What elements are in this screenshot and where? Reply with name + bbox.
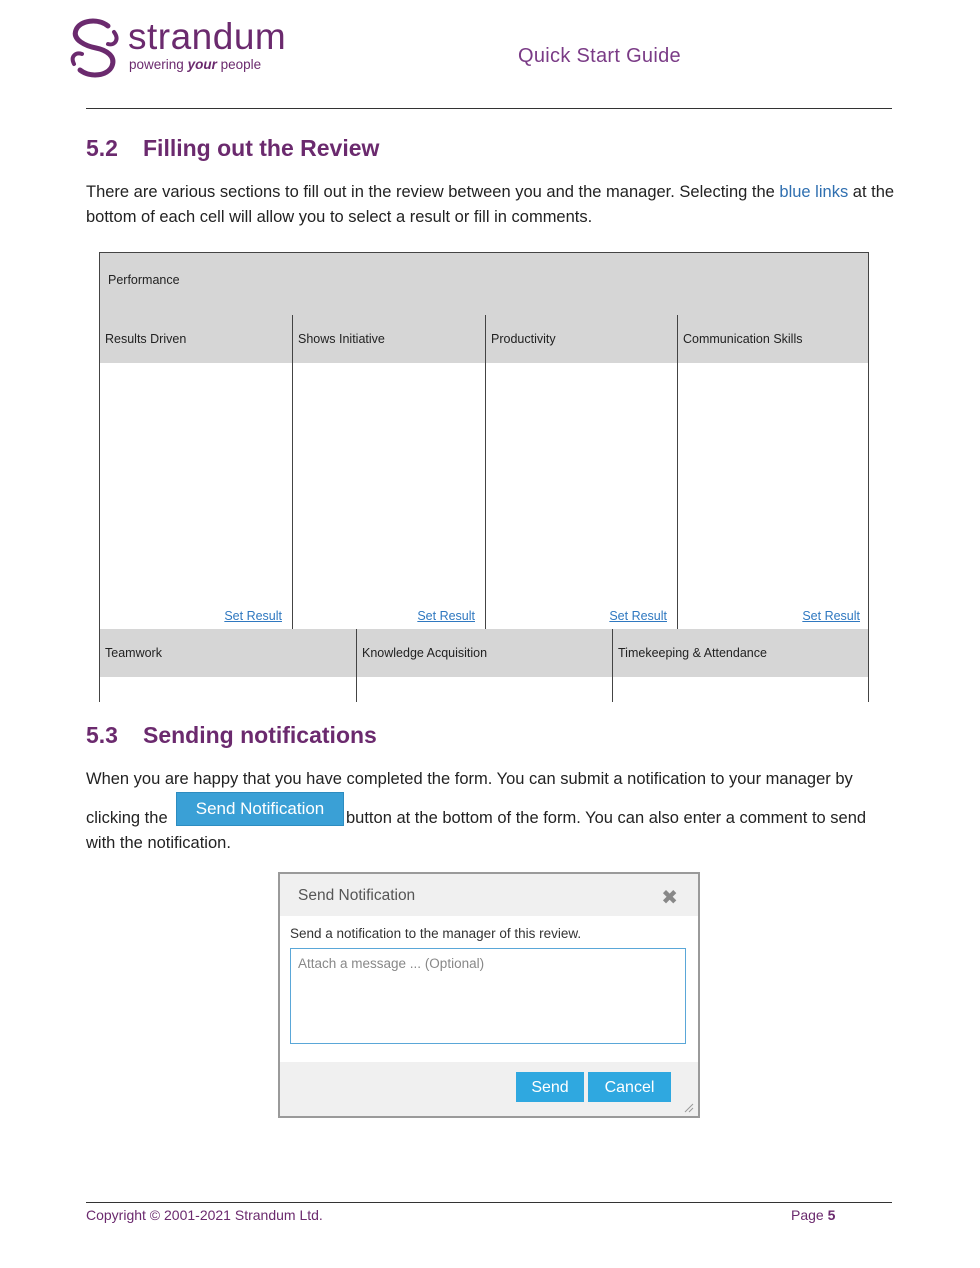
review-cell: [678, 315, 869, 629]
dialog-body: [280, 916, 698, 1062]
cell-label: Results Driven: [105, 332, 187, 346]
review-cell: [613, 629, 869, 702]
blue-links-text: blue links: [779, 183, 849, 201]
dialog-title: Send Notification: [298, 887, 416, 904]
resize-grip-icon[interactable]: [684, 1103, 694, 1113]
section-5-2-paragraph: There are various sections to fill out in the review between you and the manager. Selecting the blue links at the bottom of each cell will allow you to select a result or fill in comments.: [86, 183, 895, 226]
section-5-3-line-3: with the notification.: [86, 834, 231, 852]
page-number: Page 5: [791, 1207, 836, 1223]
brand-name: strandum: [128, 16, 287, 57]
review-row-1: [100, 315, 868, 631]
review-cell: [100, 315, 293, 629]
cancel-button[interactable]: Cancel: [588, 1072, 671, 1102]
close-icon[interactable]: ✖: [661, 887, 678, 909]
review-cell: [486, 315, 678, 629]
section-heading-5-2: 5.2 Filling out the Review: [86, 135, 380, 161]
cell-label: Communication Skills: [683, 332, 803, 346]
cell-label: Timekeeping & Attendance: [618, 646, 767, 660]
review-cell: [100, 629, 357, 702]
section-5-3-line-2-start: clicking the: [86, 809, 168, 827]
strandum-logo-icon: [68, 18, 122, 80]
cell-label: Teamwork: [105, 646, 162, 660]
section-5-3-line-2-end: button at the bottom of the form. You can also enter a comment to send: [346, 809, 867, 827]
review-form-screenshot: [99, 252, 869, 702]
cell-label: Shows Initiative: [298, 332, 385, 346]
message-input[interactable]: [290, 948, 686, 1044]
review-cell: [357, 629, 613, 702]
set-result-link[interactable]: Set Result: [802, 609, 860, 623]
cell-label: Knowledge Acquisition: [362, 646, 488, 660]
performance-header: Performance: [100, 253, 868, 316]
set-result-link[interactable]: Set Result: [417, 609, 475, 623]
footer-divider: [86, 1202, 892, 1203]
set-result-link[interactable]: Set Result: [609, 609, 667, 623]
review-row-2: [100, 629, 868, 702]
cell-label: Productivity: [491, 332, 556, 346]
header-divider: [86, 108, 892, 109]
section-5-3-line-1: When you are happy that you have completed the form. You can submit a notification to your manager by: [86, 770, 853, 788]
copyright-text: Copyright © 2001-2021 Strandum Ltd.: [86, 1207, 323, 1223]
set-result-link[interactable]: Set Result: [224, 609, 282, 623]
send-button[interactable]: Send: [516, 1072, 584, 1102]
document-title: Quick Start Guide: [518, 45, 681, 67]
send-notification-dialog: [278, 872, 700, 1118]
review-cell: [293, 315, 486, 629]
dialog-message: Send a notification to the manager of this review.: [290, 926, 582, 941]
brand-tagline: powering your people: [129, 57, 262, 72]
send-notification-button[interactable]: Send Notification: [176, 792, 344, 826]
section-heading-5-3: 5.3 Sending notifications: [86, 722, 377, 748]
